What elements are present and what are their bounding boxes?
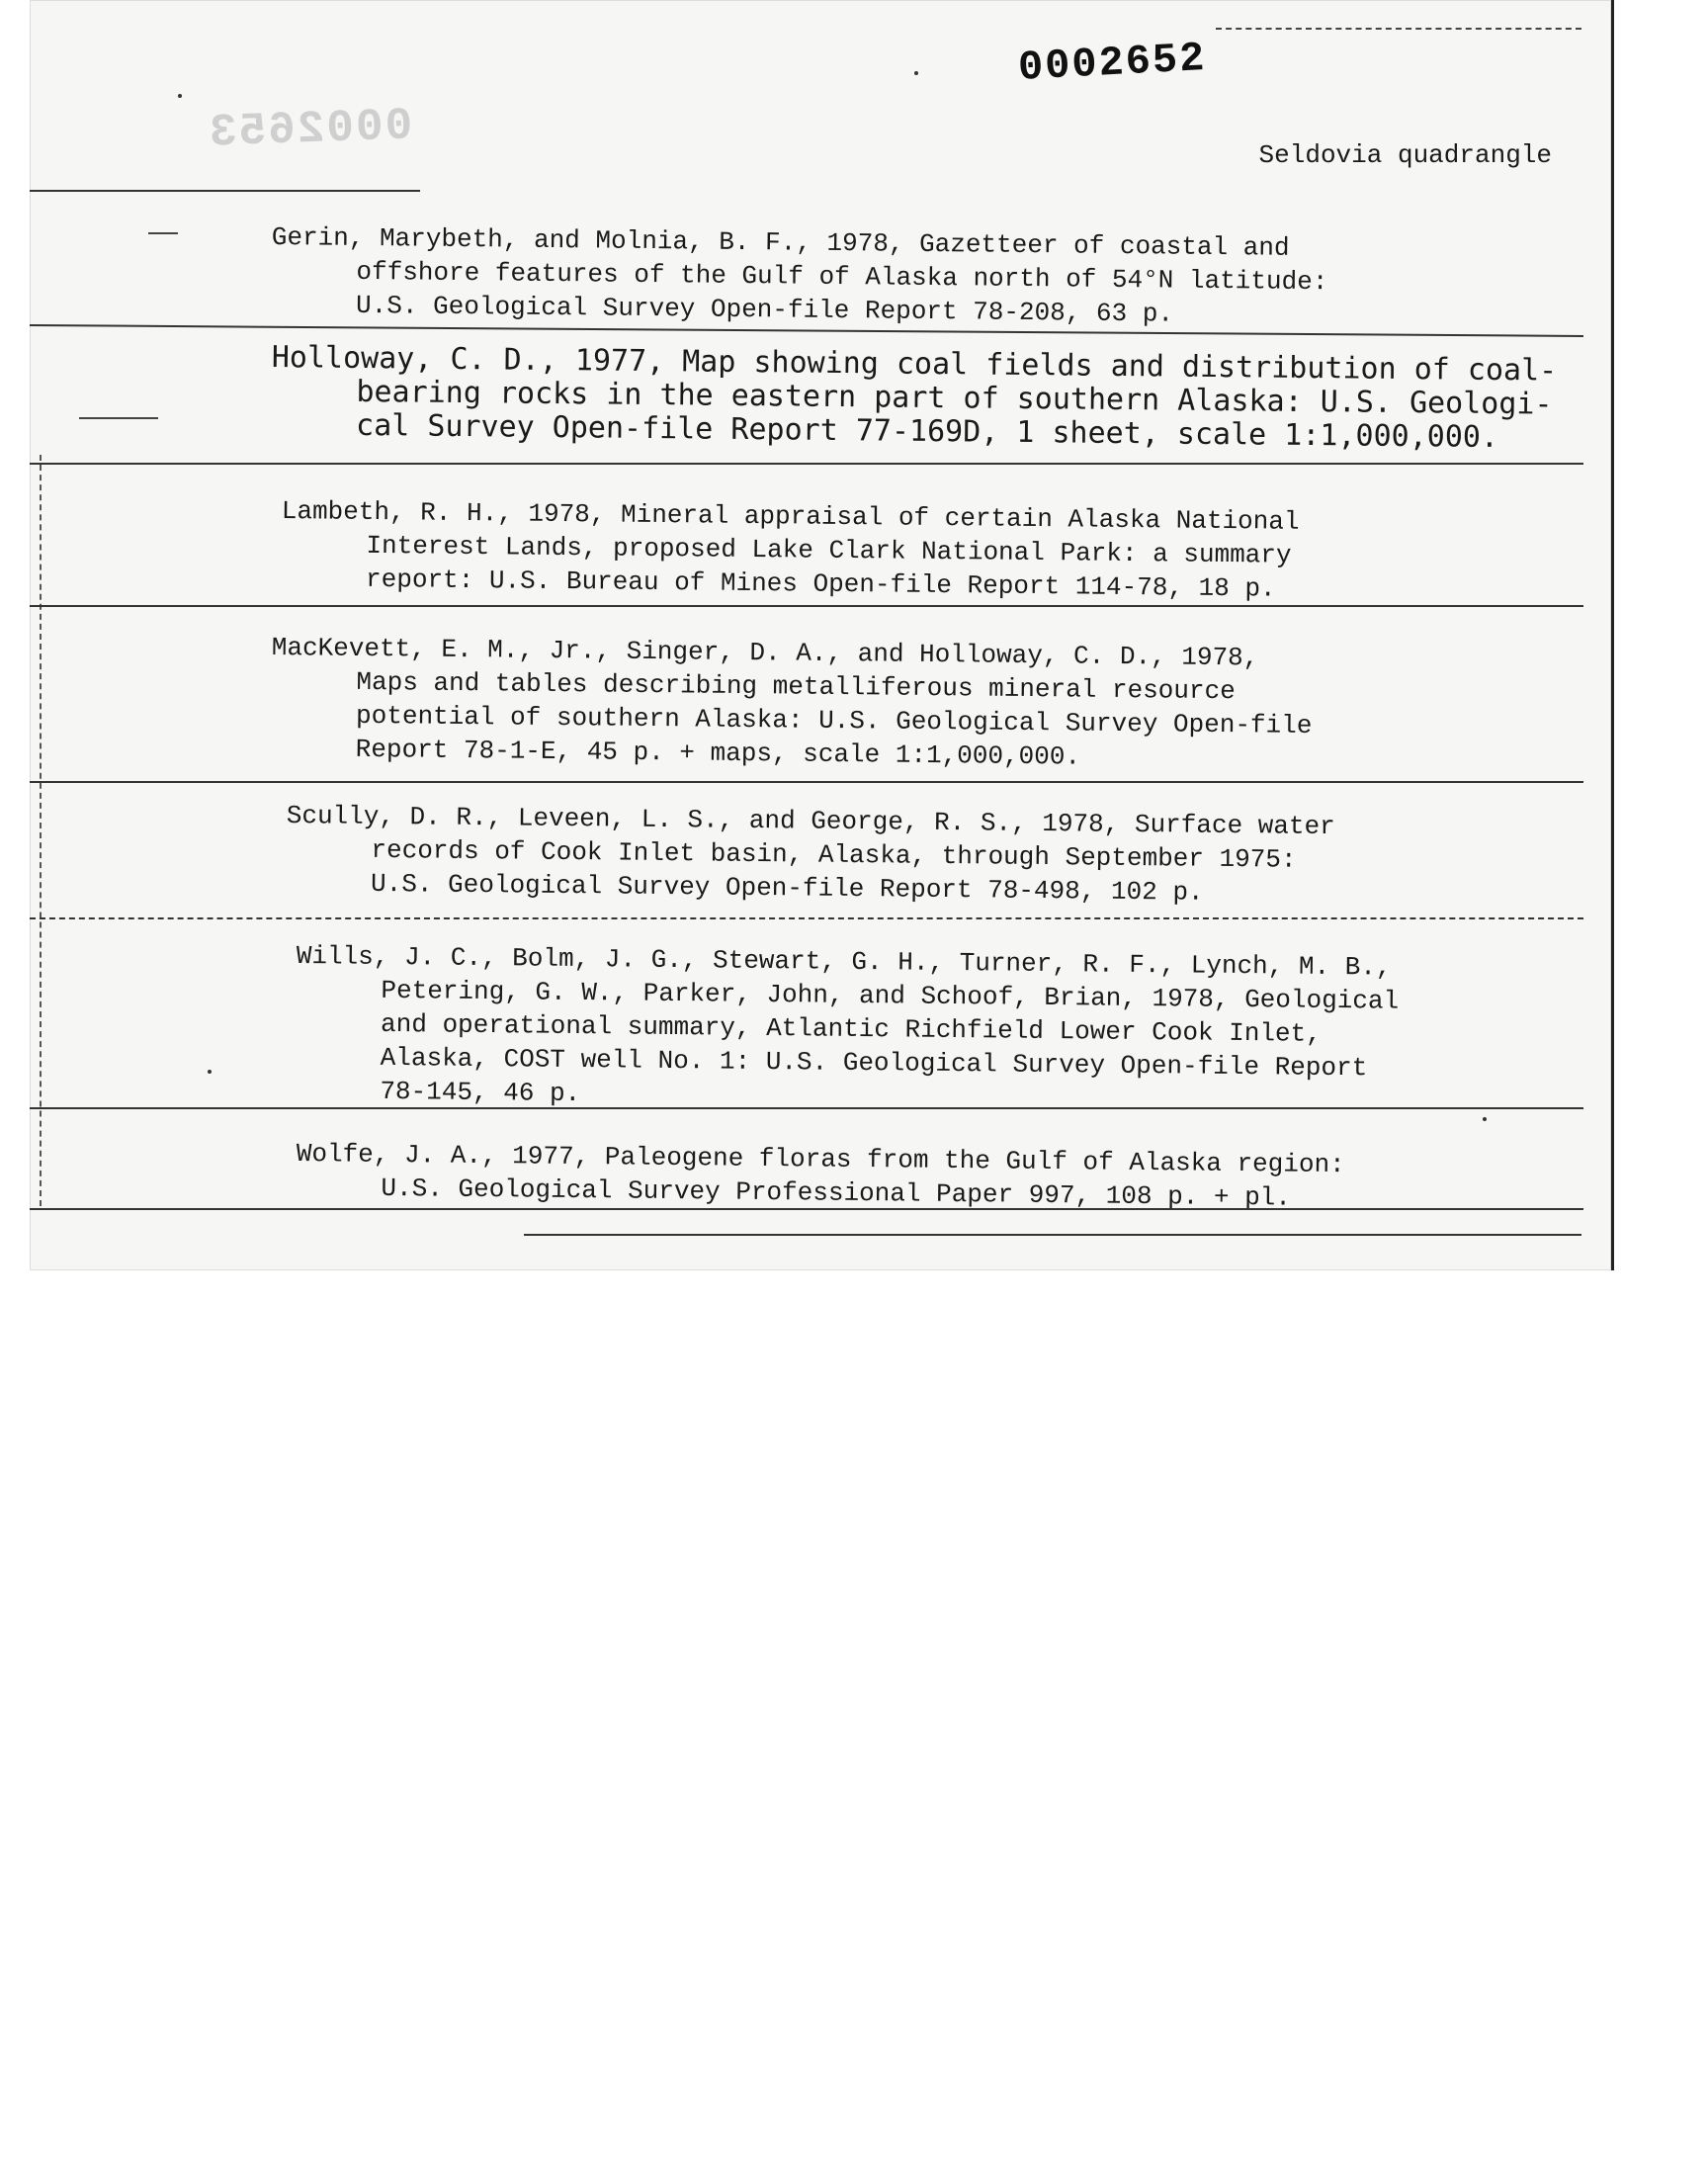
separator-rule [30,781,1583,783]
top-rule [30,190,420,192]
entry-line: Wills, J. C., Bolm, J. G., Stewart, G. H., Turner, R. F., Lynch, M. B., [296,940,1392,983]
entry-line: U.S. Geological Survey Professional Paper 997, 108 p. + pl. [381,1173,1292,1213]
bottom-rule [524,1234,1581,1236]
separator-rule [30,1107,1583,1109]
margin-tick [79,417,158,419]
scan-speck [178,94,182,98]
separator-rule [30,463,1583,465]
scanned-card [30,0,1614,1270]
entry-line: Gerin, Marybeth, and Molnia, B. F., 1978, Gazetteer of coastal and [271,221,1290,263]
entry-line: potential of southern Alaska: U.S. Geological Survey Open-file [355,700,1313,741]
entry-line: records of Cook Inlet basin, Alaska, through September 1975: [371,834,1297,875]
separator-rule [30,917,1583,919]
entry-line: Interest Lands, proposed Lake Clark National Park: a summary [366,530,1292,570]
reference-entry-lambeth [281,494,1300,606]
separator-rule [30,1208,1583,1210]
left-margin-marks [40,455,89,1206]
document-number: 0002652 [1016,35,1208,92]
entry-line: Holloway, C. D., 1977, Map showing coal fields and distribution of coal- [271,340,1558,389]
entry-line: offshore features of the Gulf of Alaska north of 54°N latitude: [356,256,1328,298]
reference-entry-wills [295,939,1400,1119]
top-dash [1216,28,1581,30]
entry-line: Maps and tables describing metalliferous mineral resource [356,666,1236,707]
entry-line: and operational summary, Atlantic Richfield Lower Cook Inlet, [380,1008,1322,1049]
entry-line: Wolfe, J. A., 1977, Paleogene floras from the Gulf of Alaska region: [296,1138,1345,1180]
entry-line: Scully, D. R., Leveen, L. S., and George, R. S., 1978, Surface water [286,800,1335,842]
entry-line: Lambeth, R. H., 1978, Mineral appraisal of certain Alaska National [281,495,1300,537]
quadrangle-title: Seldovia quadrangle [1258,140,1552,170]
entry-line: U.S. Geological Survey Open-file Report 78-498, 102 p. [370,868,1204,908]
bleed-through-number: 0002653 [207,100,414,159]
entry-line: Report 78-1-E, 45 p. + maps, scale 1:1,000,000. [355,734,1081,772]
reference-entry-scully [286,799,1335,911]
reference-entry-mackevett [271,631,1314,776]
entry-line: bearing rocks in the eastern part of southern Alaska: U.S. Geologi- [356,374,1553,422]
reference-entry-gerin [271,220,1328,332]
entry-line: U.S. Geological Survey Open-file Report 78-208, 63 p. [355,290,1174,329]
entry-line: Alaska, COST well No. 1: U.S. Geological Survey Open-file Report [380,1042,1368,1084]
entry-line: report: U.S. Bureau of Mines Open-file Report 114-78, 18 p. [365,564,1276,604]
margin-tick [148,232,178,234]
entry-line: cal Survey Open-file Report 77-169D, 1 sheet, scale 1:1,000,000. [355,407,1499,455]
scan-speck [208,1070,212,1074]
entry-line: MacKevett, E. M., Jr., Singer, D. A., and Holloway, C. D., 1978, [271,632,1259,673]
scan-speck [1483,1117,1487,1121]
separator-rule [30,605,1583,607]
scan-speck [914,71,918,75]
reference-entry-wolfe [296,1137,1345,1215]
reference-entry-holloway [271,341,1557,456]
entry-line: 78-145, 46 p. [380,1076,581,1109]
entry-line: Petering, G. W., Parker, John, and Schoof, Brian, 1978, Geological [381,975,1400,1016]
